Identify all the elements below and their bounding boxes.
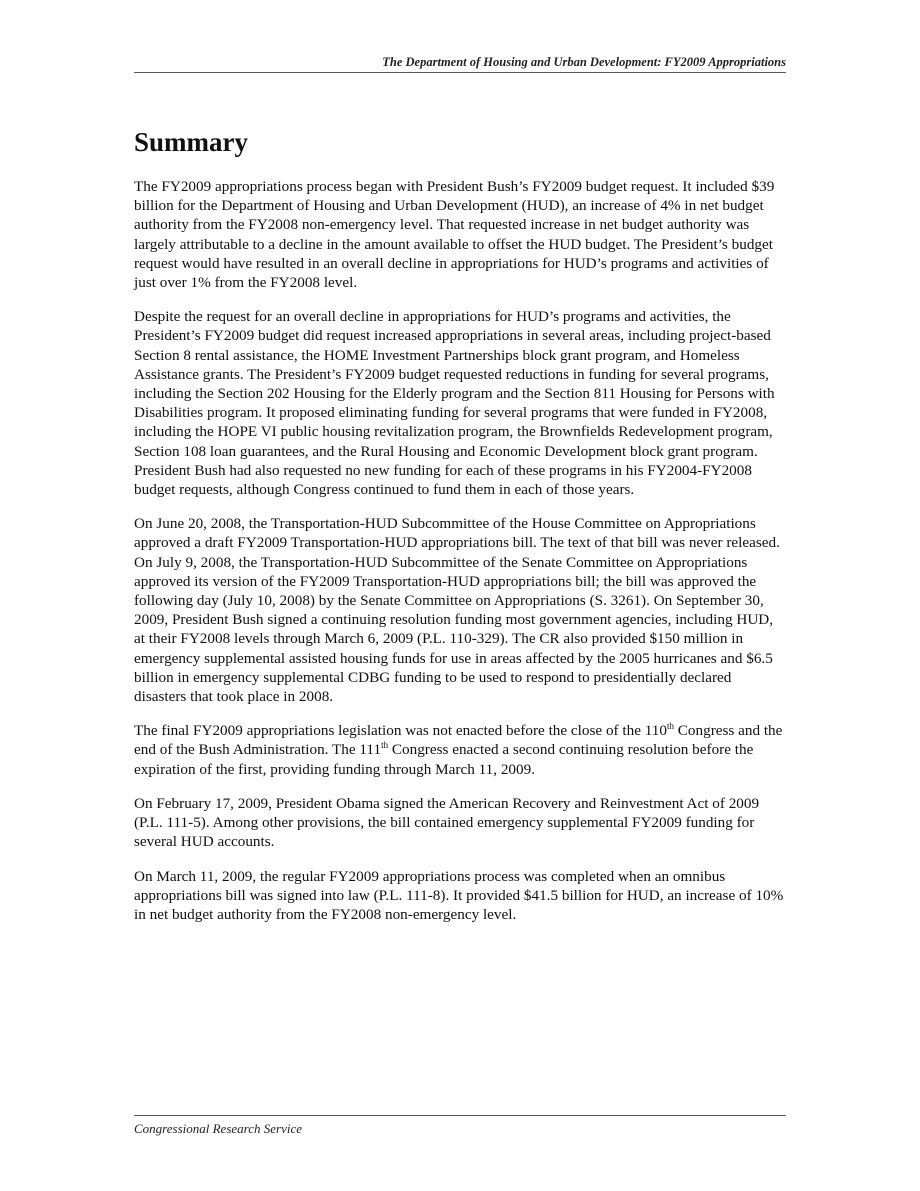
footer-divider: [134, 1115, 786, 1116]
paragraph-committee-action: On June 20, 2008, the Transportation-HUD Subcommittee of the House Committee on Appropriations approved a draft FY2009 Transportation-HUD appropriations bill. The text of that bill was never released. On July 9, 2008, the Transportation-HUD Subcommittee of the Senate Committee on Appropriations approved its version of the FY2009 Transportation-HUD appropriations bill; the bill was approved the following day (July 10, 2008) by the Senate Committee on Appropriations (S. 3261). On September 30, 2009, President Bush signed a continuing resolution funding most government agencies, including HUD, at their FY2008 levels through March 6, 2009 (P.L. 110-329). The CR also provided $150 million in emergency supplemental assisted housing funds for use in areas affected by the 2005 hurricanes and $6.5 billion in emergency supplemental CDBG funding to be used to respond to presidentially declared disasters that took place in 2008.: [134, 515, 780, 706]
running-header: The Department of Housing and Urban Development: FY2009 Appropriations: [382, 55, 786, 69]
paragraph-recovery-act: On February 17, 2009, President Obama signed the American Recovery and Reinvestment Act of 2009 (P.L. 111-5). Among other provisions, the bill contained emergency supplemental FY2009 funding for several HUD accounts.: [134, 794, 760, 851]
summary-body: [134, 177, 786, 939]
header-divider: [134, 72, 786, 73]
paragraph-cr-text-b: Congress and the end of the Bush Administration. The 111: [134, 722, 783, 759]
paragraph-continuing-resolution: [134, 721, 786, 779]
paragraph-cr-text-c: Congress enacted a second continuing resolution before the expiration of the first, providing funding through March 11, 2009.: [134, 741, 754, 778]
footer-organization: Congressional Research Service: [134, 1121, 302, 1136]
superscript-th: th: [381, 740, 389, 751]
paragraph-budget-request: The FY2009 appropriations process began with President Bush’s FY2009 budget request. It included $39 billion for the Department of Housing and Urban Development (HUD), an increase of 4% in net budget authority from the FY2008 non-emergency level. That requested increase in net budget authority was largely attributable to a decline in the amount available to offset the HUD budget. The President’s budget request would have resulted in an overall decline in appropriations for HUD’s programs and activities of just over 1% from the FY2008 level.: [134, 178, 775, 292]
paragraph-omnibus: On March 11, 2009, the regular FY2009 appropriations process was completed when an omnibus appropriations bill was signed into law (P.L. 111-8). It provided $41.5 billion for HUD, an increase of 10% in net budget authority from the FY2008 non-emergency level.: [134, 867, 784, 923]
page-title: Summary: [134, 127, 248, 157]
paragraph-cr-text-a: The final FY2009 appropriations legislation was not enacted before the close of the 110: [134, 722, 667, 740]
superscript-th: th: [666, 721, 674, 732]
paragraph-program-changes: Despite the request for an overall decline in appropriations for HUD’s programs and activities, the President’s FY2009 budget did request increased appropriations in several areas, including project-based Section 8 rental assistance, the HOME Investment Partnerships block grant program, and Homeless Assistance grants. The President’s FY2009 budget requested reductions in funding for several programs, including the Section 202 Housing for the Elderly program and the Section 811 Housing for Persons with Disabilities program. It proposed eliminating funding for several programs that were funded in FY2008, including the HOPE VI public housing revitalization program, the Brownfields Redevelopment program, Section 108 loan guarantees, and the Rural Housing and Economic Development block grant program. President Bush had also requested no new funding for each of these programs in his FY2004-FY2008 budget requests, although Congress continued to fund them in each of those years.: [134, 308, 775, 499]
